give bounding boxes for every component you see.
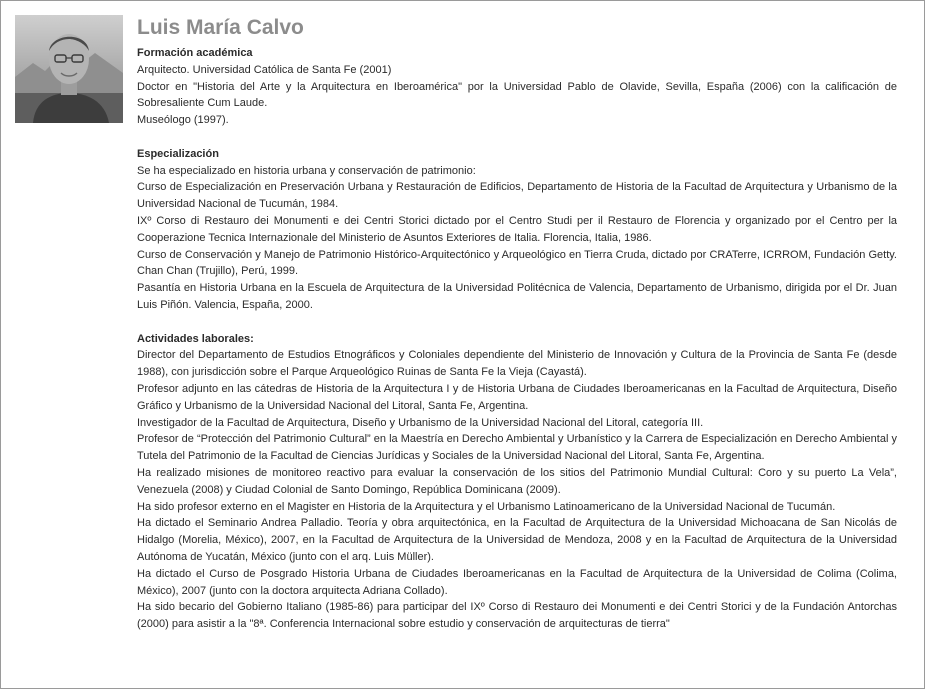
actividades-item: Director del Departamento de Estudios Etnográficos y Coloniales dependiente del Ministerio de Innovación y Cultura de la Provincia de Santa Fe (desde 1988), con jurisdicción sobre el Parque Arqueológico Ruinas de Santa Fe la Vieja (Cayastá). (137, 349, 897, 379)
portrait-photo-image (15, 15, 123, 123)
actividades-item: Investigador de la Facultad de Arquitectura, Diseño y Urbanismo de la Universidad Nacional del Litoral, categoría III. (137, 416, 704, 429)
actividades-item: Profesor adjunto en las cátedras de Historia de la Arquitectura I y de Historia Urbana de Ciudades Iberoamericanas en la Facultad de Arquitectura, Diseño Gráfico y Urbanismo de la Universidad Nacional del Litoral, Santa Fe, Argentina. (137, 382, 897, 412)
actividades-item: Ha dictado el Seminario Andrea Palladio. Teoría y obra arquitectónica, en la Facultad de Arquitectura de la Universidad Michoacana de San Nicolás de Hidalgo (Morelia, México), 2007, en la Facultad de Arquitectura de la Universidad de Mendoza, 2008 y en la Facultad de Arquitectura de la Universidad Autónoma de Yucatán, México (junto con el arq. Luis Müller). (137, 517, 897, 563)
especializacion-item: Pasantía en Historia Urbana en la Escuela de Arquitectura de la Universidad Politécnica de Valencia, Departamento de Urbanismo, dirigida por el Dr. Juan Luis Piñón. Valencia, España, 2000. (137, 282, 897, 311)
section-formacion (137, 45, 897, 129)
section-especializacion (137, 146, 897, 314)
section-title-formacion: Formación académica (137, 47, 253, 59)
especializacion-item: Se ha especializado en historia urbana y conservación de patrimonio: (137, 164, 476, 177)
actividades-item: Ha dictado el Curso de Posgrado Historia Urbana de Ciudades Iberoamericanas en la Facultad de Arquitectura de la Universidad de Colima (Colima, México), 2007 (junto con la doctora arquitecta Adriana Collado). (137, 567, 897, 597)
actividades-item: Ha sido profesor externo en el Magister en Historia de la Arquitectura y el Urbanismo Latinoamericano de la Universidad Nacional de Tucumán. (137, 500, 836, 513)
actividades-item: Ha realizado misiones de monitoreo reactivo para evaluar la conservación de los sitios del Patrimonio Mundial Cultural: Coro y su puerto La Vela”, Venezuela (2008) y Ciudad Colonial de Santo Domingo, República Dominicana (2009). (137, 466, 897, 496)
section-title-actividades: Actividades laborales: (137, 332, 254, 345)
especializacion-item: IXº Corso di Restauro dei Monumenti e dei Centri Storici dictado por el Centro Studi per il Restauro de Florencia y organizado por el Centro per la Cooperazione Tecnica Internazionale del Ministerio de Asuntos Exteriores de Italia. Florencia, Italia, 1986. (137, 214, 897, 244)
section-title-especializacion: Especialización (137, 147, 219, 160)
especializacion-item: Curso de Conservación y Manejo de Patrimonio Histórico-Arquitectónico y Arqueológico en Tierra Cruda, dictado por CRATerre, ICRROM, Fundación Getty. Chan Chan (Trujillo), Perú, 1999. (137, 248, 897, 278)
formacion-item: Arquitecto. Universidad Católica de Santa Fe (2001) (137, 63, 392, 76)
formacion-item: Museólogo (1997). (137, 114, 229, 127)
actividades-item: Profesor de “Protección del Patrimonio Cultural” en la Maestría en Derecho Ambiental y Urbanístico y la Carrera de Especialización en Derecho Ambiental y Tutela del Patrimonio de la Facultad de Ciencias Jurídicas y Sociales de la Universidad Nacional del Litoral, Santa Fe, Argentina. (137, 433, 897, 463)
person-name: Luis María Calvo (137, 16, 304, 39)
actividades-item: Ha sido becario del Gobierno Italiano (1985-86) para participar del IXº Corso di Restauro dei Monumenti e dei Centri Storici y de la Fundación Antorchas (2000) para asistir a la "8ª. Conferencia Internacional sobre estudio y conservación de arquitecturas de tierra" (137, 601, 897, 631)
especializacion-item: Curso de Especialización en Preservación Urbana y Restauración de Edificios, Departamento de Historia de la Facultad de Arquitectura y Urbanismo de la Universidad Nacional de Tucumán, 1984. (137, 181, 897, 211)
portrait-photo (15, 15, 123, 123)
formacion-item: Doctor en "Historia del Arte y la Arquitectura en Iberoamérica" por la Universidad Pablo de Olavide, Sevilla, España (2006) con la calificación de Sobresaliente Cum Laude. (137, 80, 897, 110)
profile-content (137, 15, 897, 633)
section-actividades (137, 331, 897, 633)
